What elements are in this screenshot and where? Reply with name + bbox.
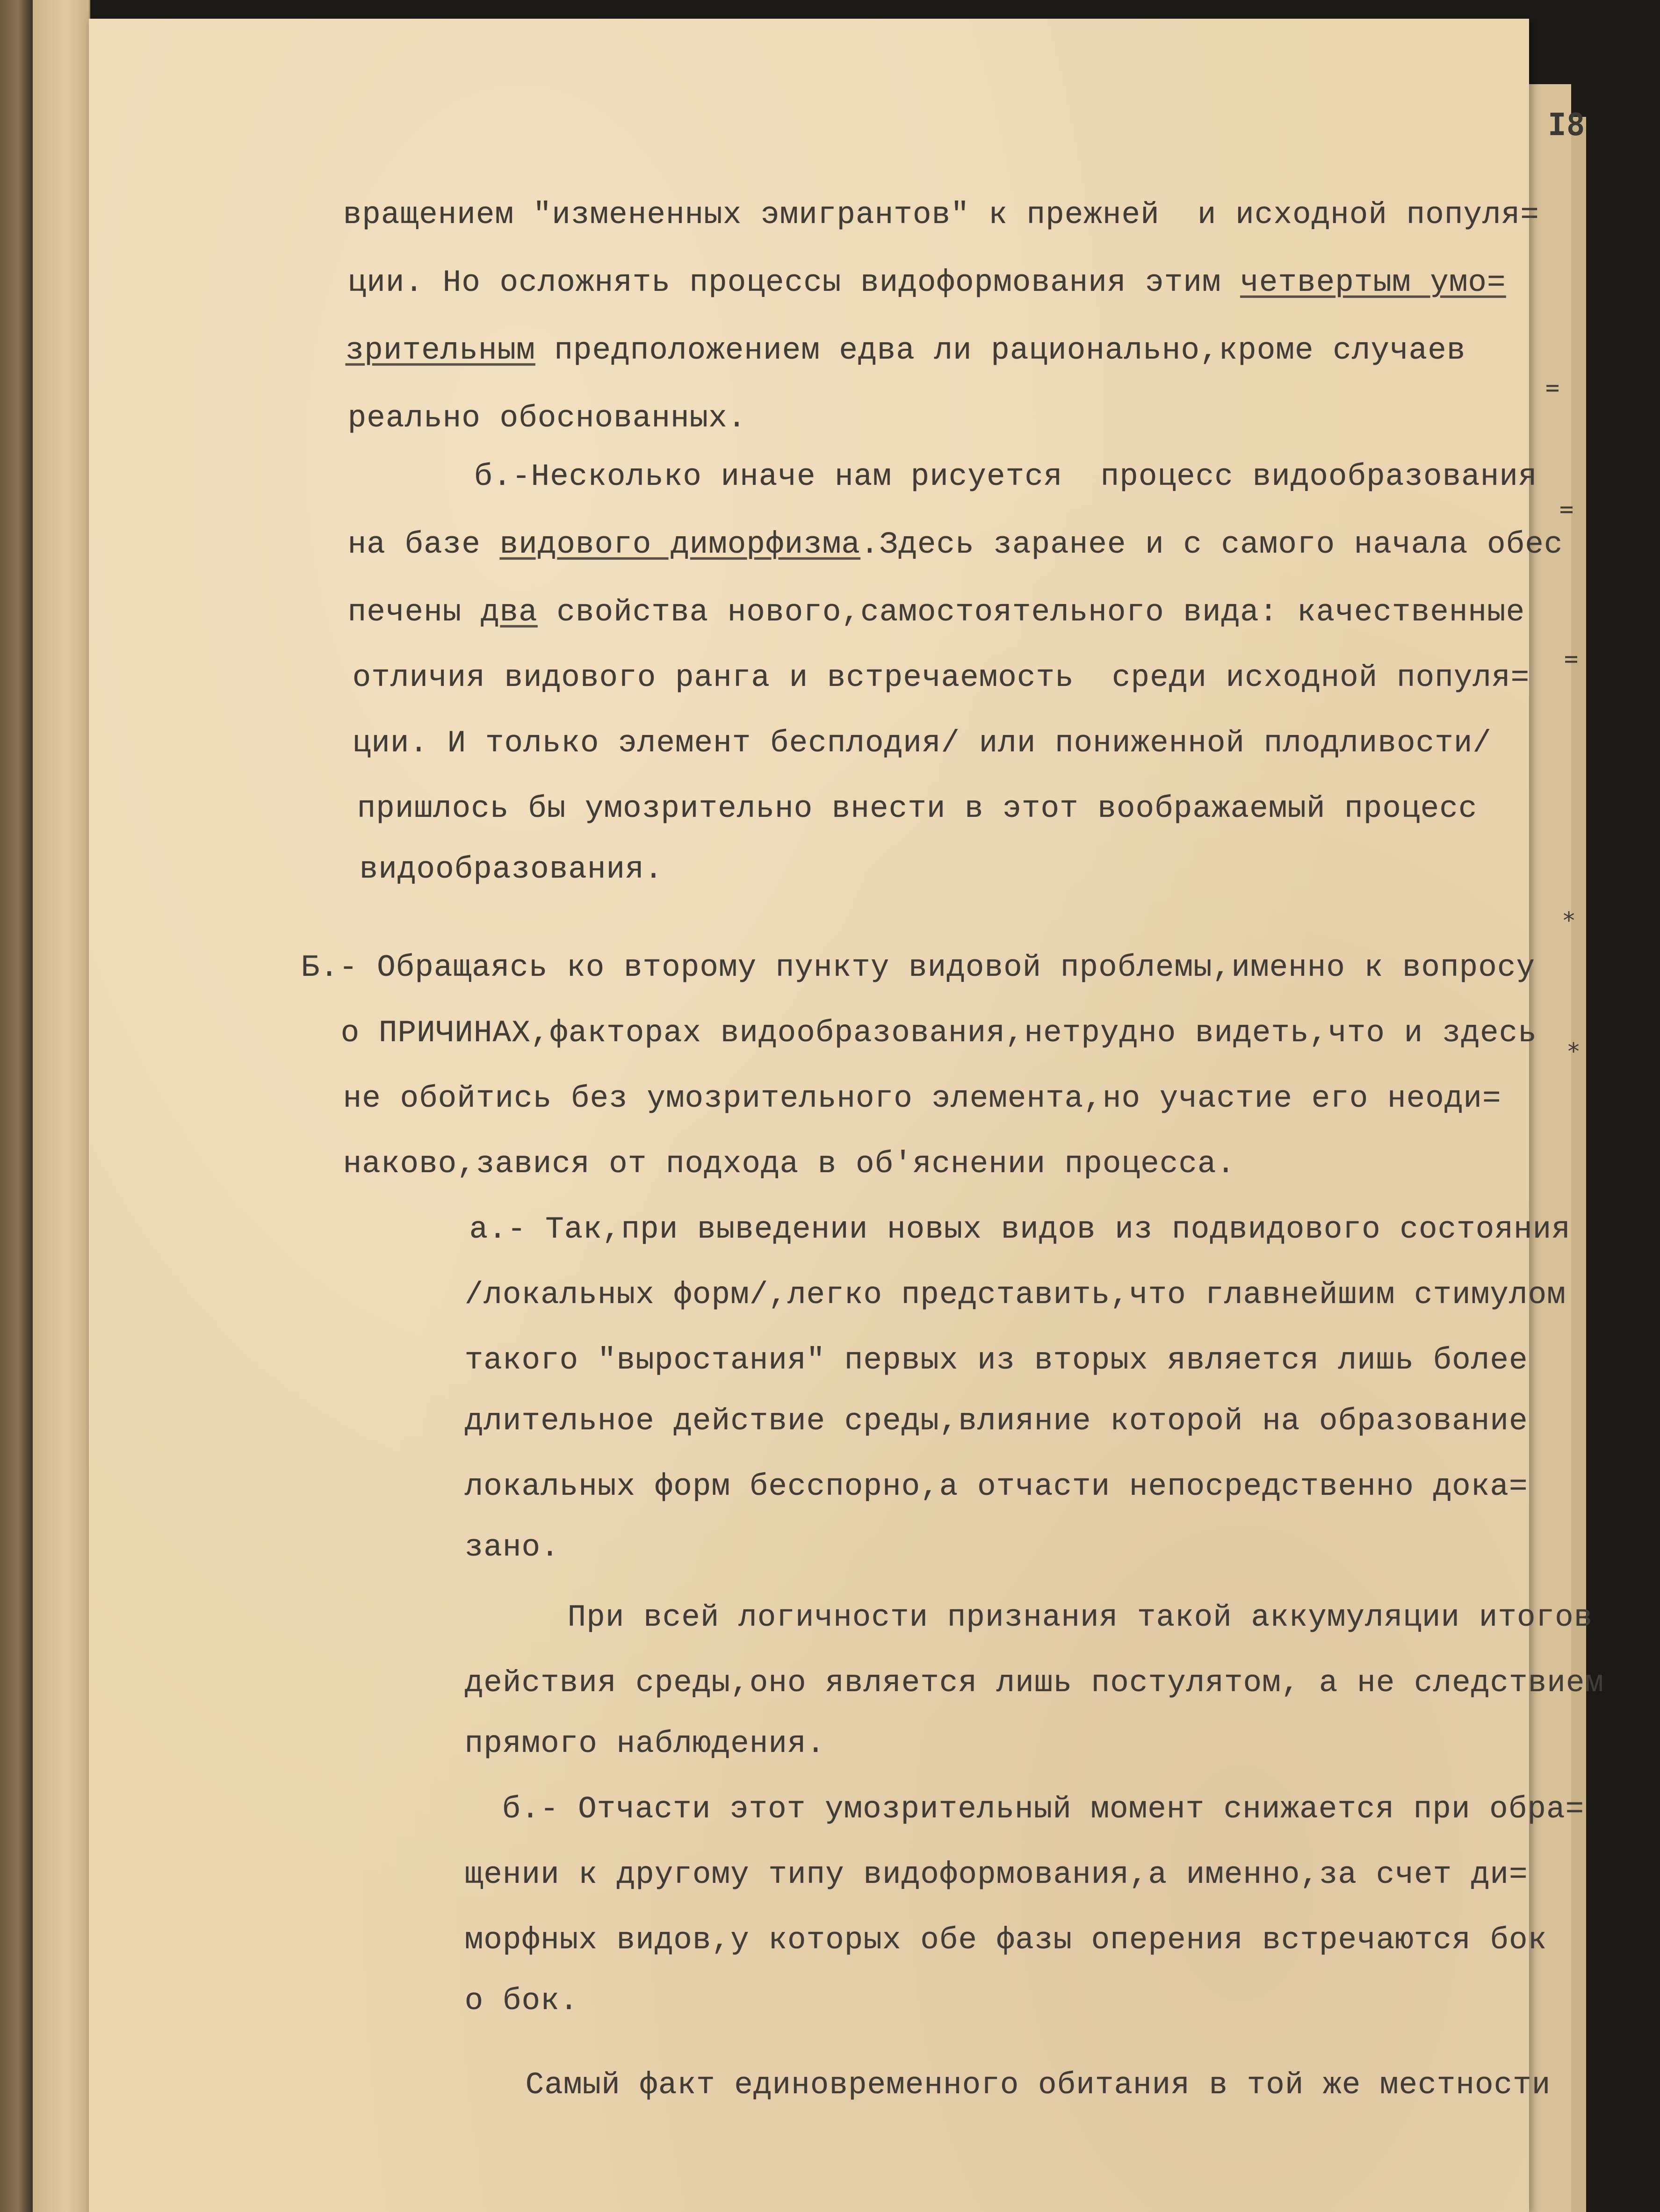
margin-mark: = <box>1545 374 1560 401</box>
text-line: о бок. <box>464 1983 579 2018</box>
text-line: действия среды,оно является лишь постулятом, а не следствием <box>464 1665 1604 1700</box>
text-line: отличия видового ранга и встречаемость среди исходной популя= <box>352 660 1530 695</box>
text-line: Самый факт единовременного обитания в той же местности <box>525 2068 1551 2103</box>
text-line: длительное действие среды,влияние которой на образование <box>464 1404 1528 1439</box>
margin-mark: * <box>1562 907 1576 934</box>
text-line: зано. <box>464 1530 560 1565</box>
margin-mark: * <box>1566 1038 1581 1065</box>
typewritten-page <box>89 19 1604 2212</box>
text-line: видообразования. <box>359 852 664 887</box>
text-line: зрительным предположением едва ли рационально,кроме случаев <box>345 333 1466 368</box>
text-line: наково,завися от подхода в об'яснении процесса. <box>343 1146 1236 1182</box>
text-line: реально обоснованных. <box>347 401 747 436</box>
text-line: б.-Несколько иначе нам рисуется процесс видообразования <box>474 459 1537 494</box>
page-number: I8 <box>1548 107 1585 143</box>
folder-binding <box>0 0 33 2212</box>
text-line: такого "выростания" первых из вторых является лишь более <box>464 1343 1528 1378</box>
text-line: пришлось бы умозрительно внести в этот воображаемый процесс <box>357 791 1478 826</box>
underlined-phrase: четвертым умо= <box>1240 265 1506 300</box>
text-line: о ПРИЧИНАХ,факторах видообразования,нетрудно видеть,что и здесь <box>340 1016 1537 1051</box>
text-line: щении к другому типу видоформования,а именно,за счет ди= <box>464 1857 1528 1892</box>
text-line: ции. И только элемент бесплодия/ или пониженной плодливости/ <box>352 726 1492 761</box>
text-line: печены два свойства нового,самостоятельного вида: качественные <box>347 595 1525 630</box>
text-line: прямого наблюдения. <box>464 1726 826 1761</box>
underlined-phrase: два <box>480 595 538 630</box>
margin-mark: = <box>1559 496 1574 523</box>
text-line: а.- Так,при выведении новых видов из подвидового состояния <box>469 1212 1571 1247</box>
text-line: При всей логичности признания такой аккумуляции итогов <box>567 1600 1593 1635</box>
text-line: Б.- Обращаясь ко второму пункту видовой проблемы,именно к вопросу <box>301 950 1536 985</box>
text-line: на базе видового диморфизма.Здесь заранее и с самого начала обес <box>347 527 1563 562</box>
text-line: вращением "измененных эмигрантов" к прежней и исходной популя= <box>343 197 1539 232</box>
binding-margin-strip <box>33 0 90 2212</box>
margin-mark: = <box>1564 645 1579 672</box>
underlined-phrase: зрительным <box>345 333 535 368</box>
text-line: локальных форм бесспорно,а отчасти непосредственно дока= <box>464 1469 1528 1504</box>
text-line: морфных видов,у которых обе фазы оперения встречаются бок <box>464 1923 1547 1958</box>
underlined-phrase: видового диморфизма <box>499 527 861 562</box>
text-line: не обойтись без умозрительного элемента,но участие его неоди= <box>343 1081 1501 1116</box>
text-line: /локальных форм/,легко представить,что главнейшим стимулом <box>464 1277 1566 1312</box>
text-line: б.- Отчасти этот умозрительный момент снижается при обра= <box>502 1792 1585 1827</box>
text-line: ции. Но осложнять процессы видоформования этим четвертым умо= <box>347 265 1506 300</box>
